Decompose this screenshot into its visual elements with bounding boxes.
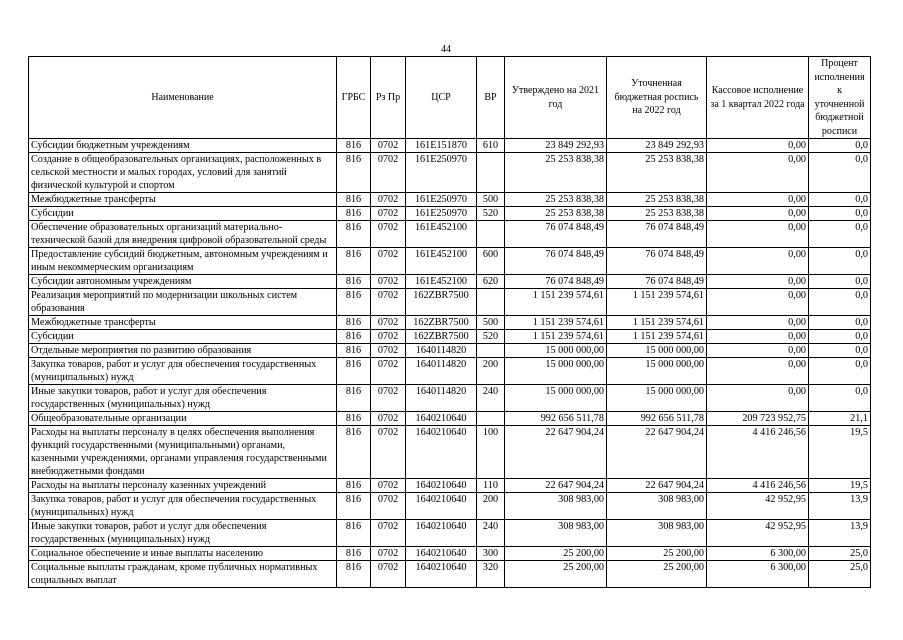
cell-refined: 22 647 904,24 (607, 426, 707, 479)
cell-name: Создание в общеобразовательных организациях, расположенных в сельской местности и малых городах, условий для занятий физической культурой и спортом (29, 153, 337, 193)
cell-cash: 0,00 (707, 221, 809, 248)
cell-vr: 600 (477, 248, 505, 275)
cell-approved: 22 647 904,24 (505, 479, 607, 493)
header-refined: Уточненная бюджетная роспись на 2022 год (607, 57, 707, 139)
cell-percent: 0,0 (809, 358, 871, 385)
cell-approved: 25 200,00 (505, 547, 607, 561)
cell-cash: 0,00 (707, 248, 809, 275)
cell-name: Социальное обеспечение и иные выплаты населению (29, 547, 337, 561)
cell-rzpr: 0702 (371, 153, 406, 193)
cell-vr (477, 412, 505, 426)
cell-grbs: 816 (337, 330, 371, 344)
cell-name: Межбюджетные трансферты (29, 193, 337, 207)
header-grbs: ГРБС (337, 57, 371, 139)
cell-name: Иные закупки товаров, работ и услуг для обеспечения государственных (муниципальных) нужд (29, 385, 337, 412)
cell-csr: 162ZBR7500 (406, 289, 477, 316)
cell-rzpr: 0702 (371, 344, 406, 358)
header-approved: Утверждено на 2021 год (505, 57, 607, 139)
cell-percent: 0,0 (809, 316, 871, 330)
cell-approved: 1 151 239 574,61 (505, 330, 607, 344)
cell-grbs: 816 (337, 493, 371, 520)
cell-name: Субсидии (29, 207, 337, 221)
table-row (29, 547, 871, 561)
cell-rzpr: 0702 (371, 139, 406, 153)
cell-approved: 15 000 000,00 (505, 344, 607, 358)
cell-vr: 100 (477, 426, 505, 479)
cell-name: Расходы на выплаты персоналу в целях обеспечения выполнения функций государственными (муниципальными) органами, казенными учреждениями, органами управления государственными внебюджетными фондами (29, 426, 337, 479)
cell-grbs: 816 (337, 289, 371, 316)
cell-refined: 25 253 838,38 (607, 153, 707, 193)
cell-csr: 161E151870 (406, 139, 477, 153)
cell-csr: 161E452100 (406, 221, 477, 248)
cell-percent: 0,0 (809, 275, 871, 289)
cell-name: Реализация мероприятий по модернизации школьных систем образования (29, 289, 337, 316)
cell-csr: 1640210640 (406, 493, 477, 520)
cell-rzpr: 0702 (371, 561, 406, 588)
cell-csr: 161E250970 (406, 153, 477, 193)
cell-csr: 1640210640 (406, 547, 477, 561)
cell-percent: 0,0 (809, 330, 871, 344)
table-row (29, 520, 871, 547)
cell-vr: 500 (477, 316, 505, 330)
cell-cash: 4 416 246,56 (707, 479, 809, 493)
cell-approved: 76 074 848,49 (505, 275, 607, 289)
cell-name: Социальные выплаты гражданам, кроме публичных нормативных социальных выплат (29, 561, 337, 588)
table-row (29, 330, 871, 344)
table-row (29, 207, 871, 221)
cell-cash: 0,00 (707, 358, 809, 385)
cell-vr: 500 (477, 193, 505, 207)
cell-refined: 1 151 239 574,61 (607, 316, 707, 330)
cell-percent: 25,0 (809, 561, 871, 588)
cell-name: Обеспечение образовательных организаций материально-технической базой для внедрения цифровой образовательной среды (29, 221, 337, 248)
cell-cash: 0,00 (707, 207, 809, 221)
cell-cash: 6 300,00 (707, 561, 809, 588)
budget-table (28, 56, 871, 588)
cell-name: Отдельные мероприятия по развитию образования (29, 344, 337, 358)
header-vr: ВР (477, 57, 505, 139)
table-row (29, 561, 871, 588)
cell-csr: 1640210640 (406, 479, 477, 493)
cell-percent: 0,0 (809, 385, 871, 412)
cell-vr: 520 (477, 207, 505, 221)
cell-percent: 0,0 (809, 139, 871, 153)
cell-vr: 200 (477, 358, 505, 385)
cell-refined: 25 253 838,38 (607, 207, 707, 221)
cell-approved: 15 000 000,00 (505, 385, 607, 412)
cell-grbs: 816 (337, 426, 371, 479)
cell-grbs: 816 (337, 547, 371, 561)
cell-approved: 76 074 848,49 (505, 221, 607, 248)
cell-name: Предоставление субсидий бюджетным, автономным учреждениям и иным некоммерческим организациям (29, 248, 337, 275)
cell-approved: 308 983,00 (505, 493, 607, 520)
cell-vr: 110 (477, 479, 505, 493)
table-row (29, 221, 871, 248)
cell-approved: 1 151 239 574,61 (505, 289, 607, 316)
table-row (29, 358, 871, 385)
cell-percent: 25,0 (809, 547, 871, 561)
cell-approved: 1 151 239 574,61 (505, 316, 607, 330)
cell-refined: 15 000 000,00 (607, 344, 707, 358)
table-row (29, 316, 871, 330)
cell-refined: 15 000 000,00 (607, 358, 707, 385)
cell-refined: 76 074 848,49 (607, 221, 707, 248)
cell-grbs: 816 (337, 139, 371, 153)
cell-grbs: 816 (337, 193, 371, 207)
cell-rzpr: 0702 (371, 479, 406, 493)
cell-refined: 308 983,00 (607, 493, 707, 520)
table-row (29, 385, 871, 412)
table-body (29, 139, 871, 588)
cell-rzpr: 0702 (371, 493, 406, 520)
cell-rzpr: 0702 (371, 275, 406, 289)
cell-cash: 0,00 (707, 139, 809, 153)
cell-grbs: 816 (337, 275, 371, 289)
table-row (29, 412, 871, 426)
table-row (29, 426, 871, 479)
cell-rzpr: 0702 (371, 221, 406, 248)
cell-cash: 0,00 (707, 153, 809, 193)
table-row (29, 344, 871, 358)
cell-refined: 25 200,00 (607, 561, 707, 588)
table-row (29, 193, 871, 207)
cell-percent: 0,0 (809, 289, 871, 316)
cell-vr: 240 (477, 520, 505, 547)
cell-percent: 0,0 (809, 221, 871, 248)
header-rzpr: Рз Пр (371, 57, 406, 139)
header-percent: Процент исполнения к уточненной бюджетной росписи (809, 57, 871, 139)
cell-rzpr: 0702 (371, 412, 406, 426)
cell-grbs: 816 (337, 248, 371, 275)
header-name: Наименование (29, 57, 337, 139)
cell-cash: 42 952,95 (707, 520, 809, 547)
cell-cash: 0,00 (707, 316, 809, 330)
cell-grbs: 816 (337, 221, 371, 248)
cell-refined: 25 200,00 (607, 547, 707, 561)
cell-cash: 209 723 952,75 (707, 412, 809, 426)
table-row (29, 139, 871, 153)
cell-approved: 76 074 848,49 (505, 248, 607, 275)
cell-approved: 308 983,00 (505, 520, 607, 547)
cell-vr: 610 (477, 139, 505, 153)
table-header-row (29, 57, 871, 139)
cell-vr (477, 221, 505, 248)
cell-percent: 0,0 (809, 248, 871, 275)
cell-vr: 300 (477, 547, 505, 561)
cell-approved: 25 253 838,38 (505, 153, 607, 193)
cell-rzpr: 0702 (371, 520, 406, 547)
cell-grbs: 816 (337, 479, 371, 493)
cell-csr: 1640210640 (406, 561, 477, 588)
cell-csr: 1640114820 (406, 385, 477, 412)
cell-name: Субсидии бюджетным учреждениям (29, 139, 337, 153)
cell-refined: 1 151 239 574,61 (607, 330, 707, 344)
cell-percent: 0,0 (809, 207, 871, 221)
cell-cash: 4 416 246,56 (707, 426, 809, 479)
header-cash: Кассовое исполнение за 1 квартал 2022 года (707, 57, 809, 139)
cell-csr: 161E452100 (406, 275, 477, 289)
cell-cash: 0,00 (707, 330, 809, 344)
cell-refined: 76 074 848,49 (607, 275, 707, 289)
cell-rzpr: 0702 (371, 289, 406, 316)
cell-rzpr: 0702 (371, 193, 406, 207)
cell-name: Закупка товаров, работ и услуг для обеспечения государственных (муниципальных) нужд (29, 358, 337, 385)
cell-grbs: 816 (337, 153, 371, 193)
cell-name: Иные закупки товаров, работ и услуг для обеспечения государственных (муниципальных) нужд (29, 520, 337, 547)
cell-percent: 0,0 (809, 193, 871, 207)
cell-rzpr: 0702 (371, 330, 406, 344)
table-row (29, 248, 871, 275)
table-row (29, 153, 871, 193)
cell-name: Расходы на выплаты персоналу казенных учреждений (29, 479, 337, 493)
cell-vr: 240 (477, 385, 505, 412)
table-row (29, 493, 871, 520)
cell-name: Общеобразовательные организации (29, 412, 337, 426)
cell-cash: 6 300,00 (707, 547, 809, 561)
cell-vr (477, 289, 505, 316)
cell-cash: 0,00 (707, 275, 809, 289)
cell-csr: 1640210640 (406, 520, 477, 547)
cell-cash: 0,00 (707, 385, 809, 412)
cell-csr: 1640210640 (406, 426, 477, 479)
header-csr: ЦСР (406, 57, 477, 139)
cell-name: Субсидии автономным учреждениям (29, 275, 337, 289)
cell-csr: 161E452100 (406, 248, 477, 275)
cell-vr: 520 (477, 330, 505, 344)
cell-percent: 13,9 (809, 493, 871, 520)
cell-refined: 992 656 511,78 (607, 412, 707, 426)
cell-rzpr: 0702 (371, 426, 406, 479)
cell-approved: 25 253 838,38 (505, 193, 607, 207)
cell-vr (477, 344, 505, 358)
cell-csr: 162ZBR7500 (406, 316, 477, 330)
cell-refined: 22 647 904,24 (607, 479, 707, 493)
cell-vr: 320 (477, 561, 505, 588)
cell-cash: 0,00 (707, 289, 809, 316)
cell-csr: 162ZBR7500 (406, 330, 477, 344)
table-row (29, 275, 871, 289)
cell-approved: 23 849 292,93 (505, 139, 607, 153)
cell-csr: 1640114820 (406, 344, 477, 358)
cell-refined: 76 074 848,49 (607, 248, 707, 275)
cell-percent: 0,0 (809, 153, 871, 193)
cell-rzpr: 0702 (371, 547, 406, 561)
cell-grbs: 816 (337, 358, 371, 385)
cell-grbs: 816 (337, 520, 371, 547)
cell-rzpr: 0702 (371, 207, 406, 221)
cell-refined: 25 253 838,38 (607, 193, 707, 207)
cell-approved: 25 200,00 (505, 561, 607, 588)
cell-rzpr: 0702 (371, 358, 406, 385)
cell-approved: 992 656 511,78 (505, 412, 607, 426)
cell-approved: 15 000 000,00 (505, 358, 607, 385)
cell-rzpr: 0702 (371, 385, 406, 412)
cell-approved: 22 647 904,24 (505, 426, 607, 479)
cell-grbs: 816 (337, 385, 371, 412)
cell-cash: 42 952,95 (707, 493, 809, 520)
cell-cash: 0,00 (707, 193, 809, 207)
cell-refined: 308 983,00 (607, 520, 707, 547)
cell-csr: 1640114820 (406, 358, 477, 385)
cell-grbs: 816 (337, 412, 371, 426)
cell-approved: 25 253 838,38 (505, 207, 607, 221)
cell-grbs: 816 (337, 316, 371, 330)
cell-csr: 1640210640 (406, 412, 477, 426)
cell-percent: 19,5 (809, 426, 871, 479)
cell-name: Субсидии (29, 330, 337, 344)
cell-percent: 21,1 (809, 412, 871, 426)
cell-rzpr: 0702 (371, 316, 406, 330)
cell-refined: 23 849 292,93 (607, 139, 707, 153)
cell-vr (477, 153, 505, 193)
cell-name: Межбюджетные трансферты (29, 316, 337, 330)
table-row (29, 289, 871, 316)
cell-name: Закупка товаров, работ и услуг для обеспечения государственных (муниципальных) нужд (29, 493, 337, 520)
cell-percent: 19,5 (809, 479, 871, 493)
cell-percent: 13,9 (809, 520, 871, 547)
page-number: 44 (441, 44, 451, 55)
cell-grbs: 816 (337, 344, 371, 358)
table-row (29, 479, 871, 493)
cell-vr: 200 (477, 493, 505, 520)
cell-vr: 620 (477, 275, 505, 289)
cell-refined: 1 151 239 574,61 (607, 289, 707, 316)
cell-cash: 0,00 (707, 344, 809, 358)
cell-percent: 0,0 (809, 344, 871, 358)
cell-csr: 161E250970 (406, 193, 477, 207)
cell-rzpr: 0702 (371, 248, 406, 275)
cell-grbs: 816 (337, 207, 371, 221)
cell-grbs: 816 (337, 561, 371, 588)
cell-refined: 15 000 000,00 (607, 385, 707, 412)
cell-csr: 161E250970 (406, 207, 477, 221)
